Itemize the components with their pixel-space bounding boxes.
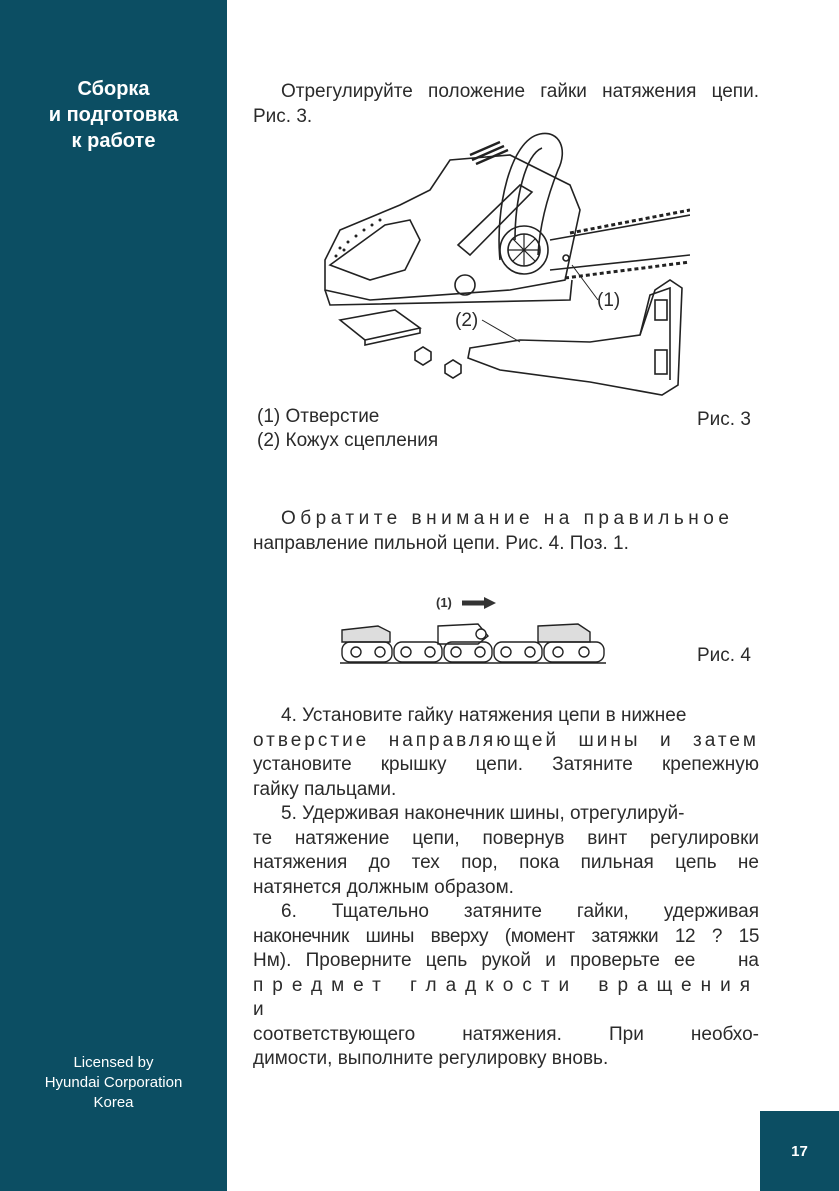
license-line: Hyundai Corporation [44, 1074, 183, 1091]
steps-list [253, 704, 759, 1072]
direction-line-1: Обратите внимание на правильное [281, 508, 734, 529]
callout-1: (1) [597, 290, 621, 311]
step-line: 6. Тщательно затяните гайки, удерживая [281, 901, 759, 922]
intro-text: Отрегулируйте положение гайки натяжения цепи. Рис. 3. [253, 81, 759, 127]
step-4 [253, 704, 759, 802]
sidebar [0, 0, 227, 1191]
step-line: Нм). Проверните цепь рукой и проверьте ее на [253, 950, 759, 971]
step-line: наконечник шины вверху (момент затяжки 12 ? 15 [253, 925, 759, 947]
step-5 [253, 802, 759, 900]
callout-2: (2) [455, 310, 479, 331]
step-line: те натяжение цепи, повернув винт регулировки [253, 827, 759, 849]
step-line: натяжения до тех пор, пока пильная цепь не [253, 852, 759, 873]
license-note [0, 1053, 227, 1113]
page-number: 17 [760, 1111, 839, 1191]
legend-item: (2) Кожух сцепления [257, 430, 439, 451]
direction-arrow-icon [462, 597, 496, 609]
section-title [0, 76, 227, 154]
figure4-label: Рис. 4 [697, 645, 751, 666]
legend-item: (1) Отверстие [257, 406, 380, 427]
step-line: установите крышку цепи. Затяните крепежную [253, 754, 759, 775]
direction-note [253, 507, 759, 556]
step-line: предмет гладкости вращения и [253, 974, 759, 1020]
saw-chain-illustration [338, 618, 608, 668]
intro-paragraph [253, 80, 759, 129]
section-title-line: к работе [71, 130, 156, 152]
chain-callout: (1) [436, 595, 452, 610]
step-line: 4. Установите гайку натяжения цепи в нижнее [281, 705, 687, 726]
direction-line-2: направление пильной цепи. Рис. 4. Поз. 1. [253, 532, 629, 554]
license-line: Licensed by [73, 1054, 154, 1071]
step-line: натянется должным образом. [253, 876, 514, 898]
license-line: Korea [93, 1094, 134, 1111]
step-line: соответствующего натяжения. При необхо- [253, 1023, 759, 1045]
step-line: димости, выполните регулировку вновь. [253, 1048, 609, 1069]
chainsaw-illustration [310, 130, 690, 405]
step-6 [253, 900, 759, 1072]
step-line: отверстие направляющей шины и затем [253, 729, 759, 751]
section-title-line: Сборка [77, 78, 150, 100]
figure3-legend [257, 405, 438, 453]
step-line: гайку пальцами. [253, 778, 397, 800]
figure3-label: Рис. 3 [697, 409, 751, 430]
step-line: 5. Удерживая наконечник шины, отрегулируй- [281, 803, 685, 824]
section-title-line: и подготовка [48, 104, 179, 126]
